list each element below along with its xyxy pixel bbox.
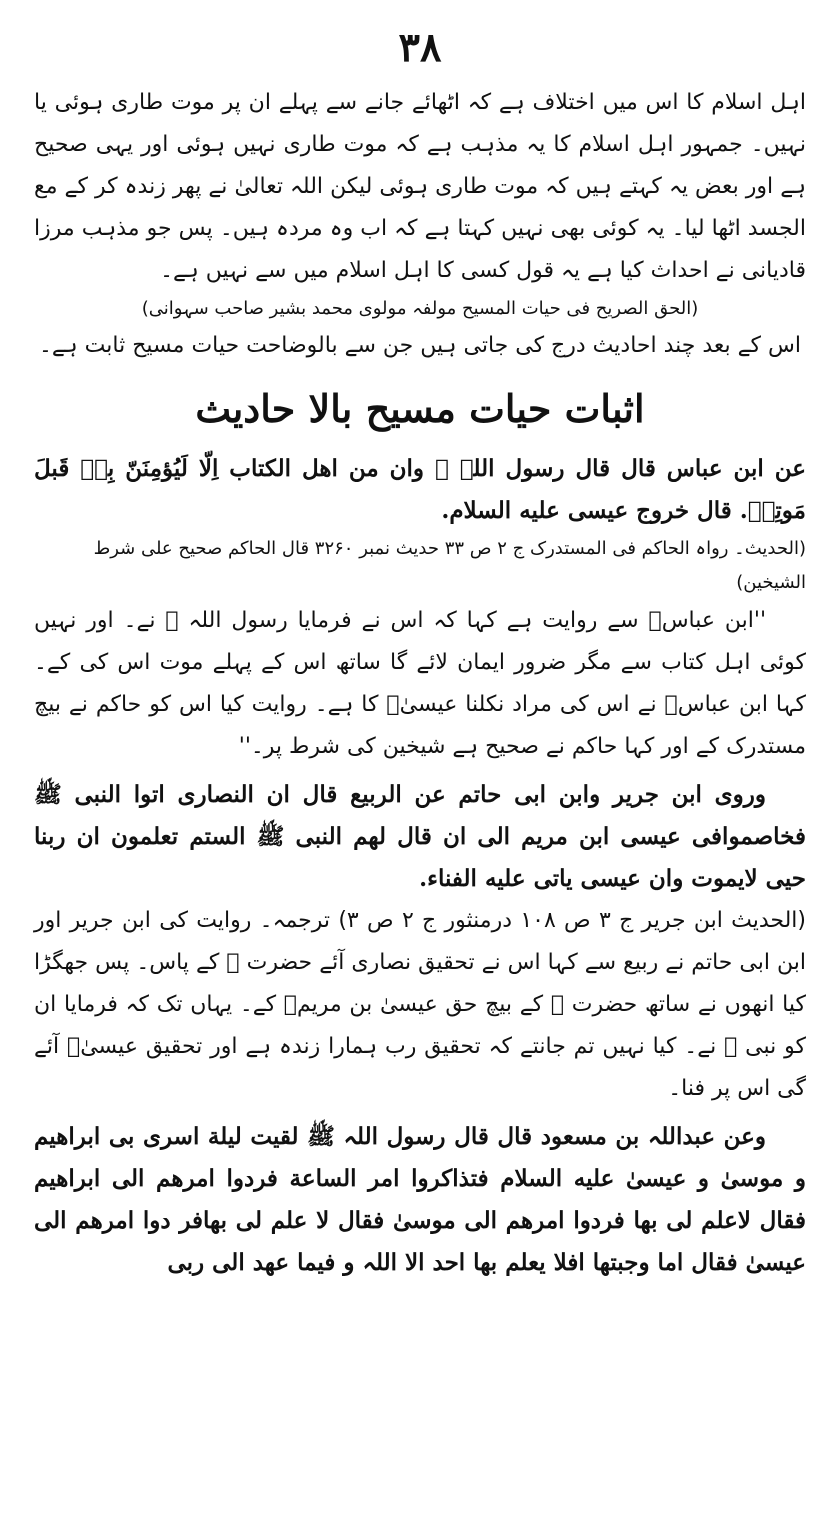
intro-line: اس کے بعد چند احادیث درج کی جاتی ہیں جن سے بالوضاحت حیات مسیح ثابت ہے۔ xyxy=(39,333,801,358)
hadith-ibn-abbas-arabic: عن ابن عباس قال قال رسول اللہ ﷺ وان من اهل الکتاب اِلّا لَیُؤمِنَنّ بِهٖ قَبلَ مَوتِهٖ. قال خروج عیسی علیه السلام. xyxy=(34,455,806,524)
hadith-rabi-arabic: وروی ابن جریر وابن ابی حاتم عن الربیع قال ان النصاری اتوا النبی ﷺ فخاصموافی عیسی ابن مریم الی ان قال لهم النبی ﷺ الستم تعلمون ان ربنا حیی لایموت وان عیسی یاتی علیه الفناء. xyxy=(34,781,806,892)
paragraph-ikhtilaf: اہل اسلام کا اس میں اختلاف ہے کہ اٹھائے جانے سے پہلے ان پر موت طاری ہوئی یا نہیں۔ جمہور اہل اسلام کا یہ مذہب ہے کہ موت طاری نہیں ہوئی اور یہی صحیح ہے اور بعض یہ کہتے ہیں کہ موت طاری ہوئی لیکن اللہ تعالیٰ نے پھر زندہ کر کے مع الجسد اٹھا لیا۔ یہ کوئی بھی نہیں کہتا ہے کہ اب وہ مردہ ہیں۔ پس جو مذہب مرزا قادیانی نے احداث کیا ہے یہ قول کسی کا اہل اسلام میں سے نہیں ہے۔ xyxy=(34,90,806,283)
translation-ibn-abbas: ''ابن عباسؓ سے روایت ہے کہا کہ اس نے فرمایا رسول اللہ ﷺ نے۔ اور نہیں کوئی اہل کتاب سے مگر ضرور ایمان لائے گا ساتھ اس کے پہلے موت اس کی کے۔ کہا ابن عباسؓ نے اس کی مراد نکلنا عیسیٰؑ کا ہے۔ روایت کیا اس کو حاکم نے بیچ مستدرک کے اور کہا حاکم نے صحیح ہے شیخین کی شرط پر۔'' xyxy=(34,608,806,759)
hadith-ibn-masud-arabic: وعن عبداللہ بن مسعود قال قال رسول اللہ ﷺ لقیت لیلة اسری بی ابراهیم و موسیٰ و عیسیٰ علیه السلام فتذاکروا امر الساعة فردوا امرهم الی ابراهیم فقال لاعلم لی بها فردوا امرهم الی موسیٰ فقال لا علم لی بهافر دوا امرهم الی عیسیٰ فقال اما وجبتها افلا یعلم بها احد الا اللہ و فیما عهد الی ربی xyxy=(34,1123,806,1276)
reference-mustadrak: (الحدیث۔ رواہ الحاکم فی المستدرک ج ۲ ص ۳۳ حدیث نمبر ۳۲۶۰ قال الحاکم صحیح علی شرط الشیخین) xyxy=(93,538,806,593)
reference-al-haqq-al-sarih: (الحق الصریح فی حیات المسیح مولفہ مولوی محمد بشیر صاحب سہوانی) xyxy=(141,298,699,319)
section-heading: اثبات حیات مسیح بالا حادیث xyxy=(195,386,645,431)
page-number: ۳۸ xyxy=(398,24,442,71)
page-body xyxy=(34,82,806,1284)
translation-rabi: (الحدیث ابن جریر ج ۳ ص ۱۰۸ درمنثور ج ۲ ص ۳) ترجمہ۔ روایت کی ابن جریر اور ابن ابی حاتم نے ربیع سے کہا اس نے تحقیق نصاری آئے حضرت ﷺ کے پاس۔ پس جھگڑا کیا انھوں نے ساتھ حضرت ﷺ کے بیچ حق عیسیٰ بن مریمؑ کے۔ یہاں تک کہ فرمایا ان کو نبی ﷺ نے۔ کیا نہیں تم جانتے کہ تحقیق رب ہمارا زندہ ہے اور تحقیق عیسیٰؑ آئے گی اس پر فنا۔ xyxy=(34,908,806,1101)
